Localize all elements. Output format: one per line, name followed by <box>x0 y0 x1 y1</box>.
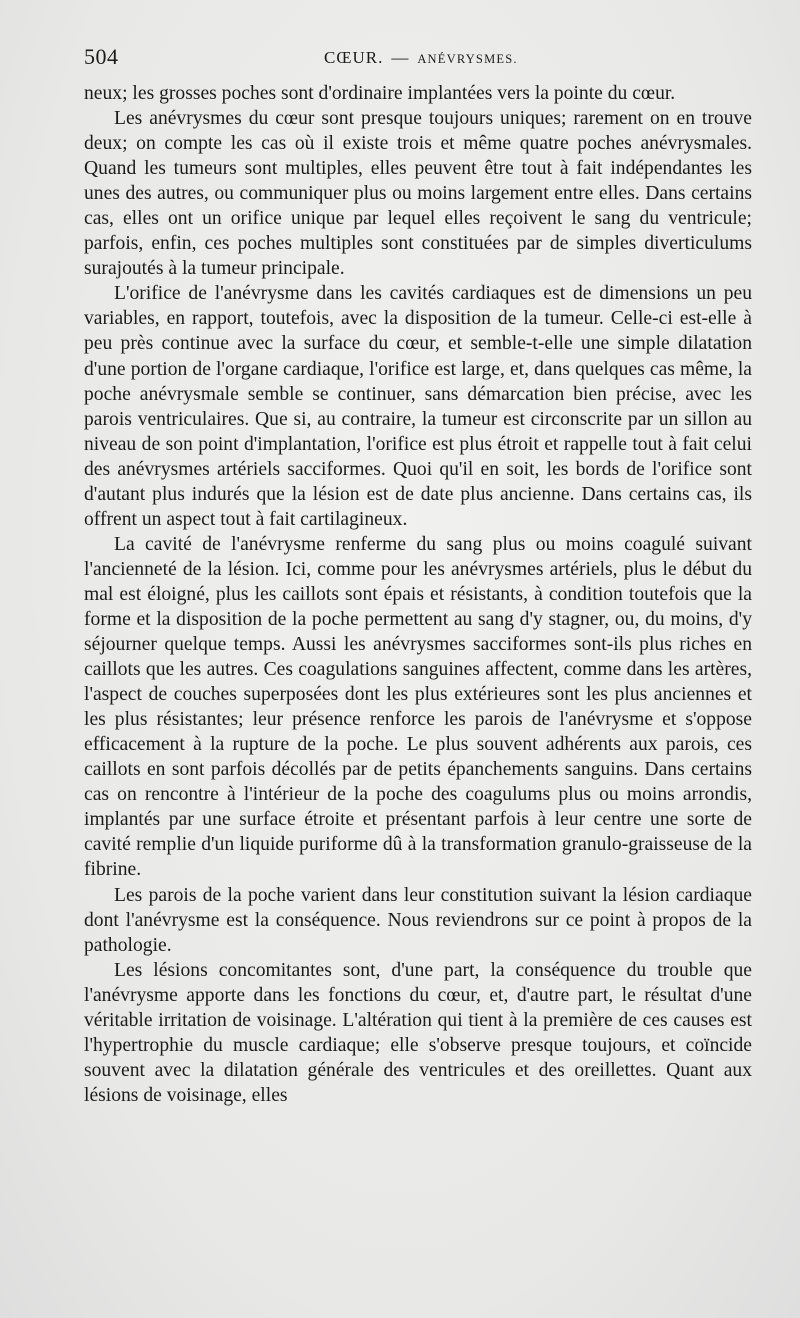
running-head <box>324 48 518 68</box>
paragraph: Les lésions concomitantes sont, d'une part, la conséquence du trouble que l'anévrysme apporte dans les fonctions du cœur, et, d'autre part, le résultat d'une véritable irritation de voisinage. L'altération qui tient à la première de ces causes est l'hypertrophie du muscle cardiaque; elle s'observe presque toujours, et coïncide souvent avec la dilatation générale des ventricules et des oreillettes. Quant aux lésions de voisinage, elles <box>84 959 752 1106</box>
paragraph: La cavité de l'anévrysme renferme du sang plus ou moins coagulé suivant l'ancienneté de la lésion. Ici, comme pour les anévrysmes artériels, plus le début du mal est éloigné, plus les caillots sont épais et résistants, à condition toutefois que la forme et la disposition de la poche permettent au sang d'y stagner, ou, du moins, d'y séjourner quelque temps. Aussi les anévrysmes sacciformes sont-ils plus riches en caillots que les autres. Ces coagulations sanguines affectent, comme dans les artères, l'aspect de couches superposées dont les plus extérieures sont les plus anciennes et les plus résistantes; leur présence renforce les parois de l'anévrysme et s'oppose efficacement à la rupture de la poche. Le plus souvent adhérents aux parois, ces caillots en sont parfois décollés par de petits épanchements sanguins. Dans certains cas on rencontre à l'intérieur de la poche des coagulums plus ou moins arrondis, implantés par une surface étroite et présentant parfois à leur centre une sorte de cavité remplie d'un liquide puriforme dû à la transformation granulo-graisseuse de la fibrine. <box>84 533 752 881</box>
running-head-separator: — <box>391 48 410 67</box>
body-text <box>84 81 752 1108</box>
running-head-title: CŒUR. <box>324 48 384 67</box>
page-header <box>84 44 754 74</box>
running-head-subtitle: ANÉVRYSMES. <box>417 52 518 66</box>
paragraph: Les anévrysmes du cœur sont presque toujours uniques; rarement on en trouve deux; on compte les cas où il existe trois et même quatre poches anévrysmales. Quand les tumeurs sont multiples, elles peuvent être tout à fait indépendantes les unes des autres, ou communiquer plus ou moins largement entre elles. Dans certains cas, elles ont un orifice unique par lequel elles reçoivent le sang du ventricule; parfois, enfin, ces poches multiples sont constituées par de simples diverticulums surajoutés à la tumeur principale. <box>84 108 752 280</box>
page-number: 504 <box>84 44 119 69</box>
paragraph: L'orifice de l'anévrysme dans les cavités cardiaques est de dimensions un peu variables, en rapport, toutefois, avec la disposition de la tumeur. Celle-ci est-elle à peu près continue avec la surface du cœur, et semble-t-elle une simple dilatation d'une portion de l'organe cardiaque, l'orifice est large, et, dans quelques cas même, la poche anévrysmale semble se continuer, sans démarcation bien précise, avec les parois ventriculaires. Que si, au contraire, la tumeur est circonscrite par un sillon au niveau de son point d'implantation, l'orifice est plus étroit et rappelle tout à fait celui des anévrysmes artériels sacciformes. Quoi qu'il en soit, les bords de l'orifice sont d'autant plus indurés que la lésion est de date plus ancienne. Dans certains cas, ils offrent un aspect tout à fait cartilagineux. <box>84 283 752 530</box>
paragraph-continued: neux; les grosses poches sont d'ordinaire implantées vers la pointe du cœur. <box>84 83 676 104</box>
paragraph: Les parois de la poche varient dans leur constitution suivant la lésion cardiaque dont l'anévrysme est la conséquence. Nous reviendrons sur ce point à propos de la pathologie. <box>84 884 752 956</box>
